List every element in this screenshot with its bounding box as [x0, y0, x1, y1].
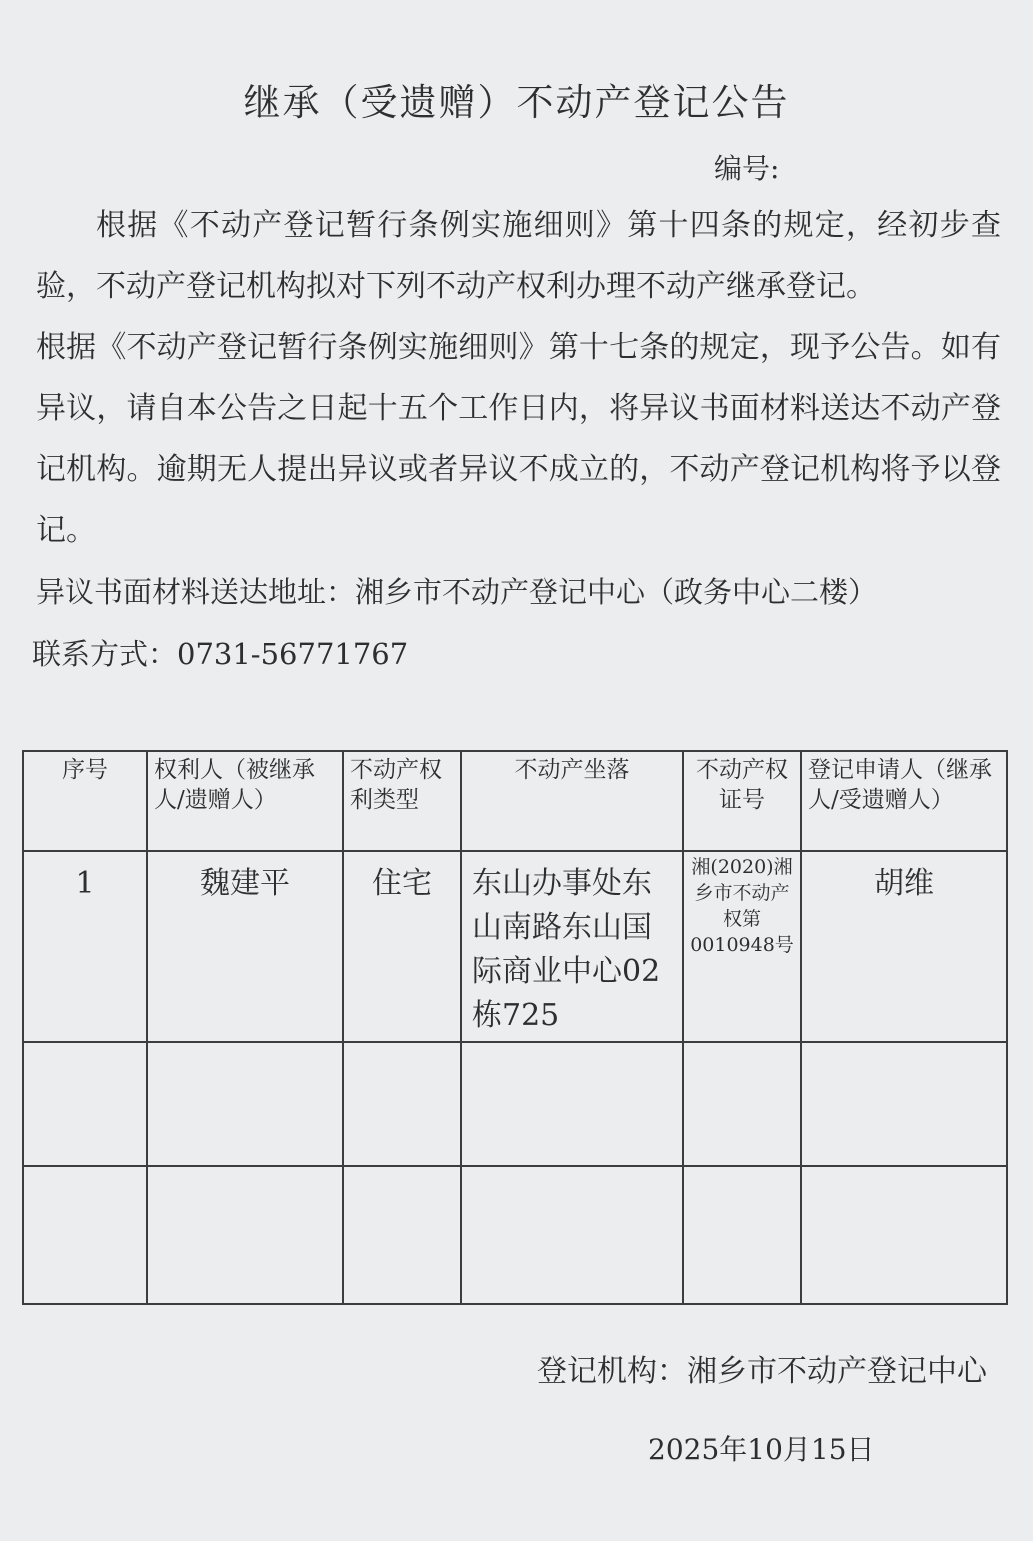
- cell-holder: 魏建平: [147, 851, 343, 1042]
- notice-paragraph-2: 根据《不动产登记暂行条例实施细则》第十七条的规定，现予公告。如有异议，请自本公告之日起十五个工作日内，将异议书面材料送达不动产登记机构。逾期无人提出异议或者异议不成立的，不动产登记机构将予以登记。: [36, 330, 1001, 548]
- notice-paragraph-1: 根据《不动产登记暂行条例实施细则》第十四条的规定，经初步查验，不动产登记机构拟对下列不动产权利办理不动产继承登记。: [36, 208, 1001, 304]
- cell-right-type: [343, 1166, 461, 1304]
- cell-seq: 1: [23, 851, 147, 1042]
- notice-date: 2025年10月15日: [648, 1433, 875, 1466]
- document-number-label: 编号:: [714, 152, 780, 185]
- header-seq: 序号: [23, 751, 147, 851]
- cell-holder: [147, 1166, 343, 1304]
- cell-applicant: 胡维: [801, 851, 1007, 1042]
- table-header-row: [23, 751, 1007, 851]
- table-row: [23, 1042, 1007, 1166]
- header-location: 不动产坐落: [461, 751, 683, 851]
- registration-organization: 登记机构：湘乡市不动产登记中心: [537, 1354, 987, 1389]
- table-row: [23, 851, 1007, 1042]
- objection-address: 异议书面材料送达地址：湘乡市不动产登记中心（政务中心二楼）: [36, 575, 878, 609]
- cell-right-type: 住宅: [343, 851, 461, 1042]
- cell-holder: [147, 1042, 343, 1166]
- contact-info: 联系方式：0731-56771767: [32, 637, 409, 671]
- cell-cert-no: [683, 1042, 801, 1166]
- page-title: 继承（受遗赠）不动产登记公告: [243, 81, 790, 124]
- header-holder: 权利人（被继承人/遗赠人）: [147, 751, 343, 851]
- cell-right-type: [343, 1042, 461, 1166]
- cell-seq: [23, 1042, 147, 1166]
- cell-seq: [23, 1166, 147, 1304]
- header-right-type: 不动产权利类型: [343, 751, 461, 851]
- cell-applicant: [801, 1166, 1007, 1304]
- cell-location: [461, 1166, 683, 1304]
- cell-location: 东山办事处东山南路东山国际商业中心02栋725: [461, 851, 683, 1042]
- cell-applicant: [801, 1042, 1007, 1166]
- notice-body: [36, 195, 1001, 561]
- cell-location: [461, 1042, 683, 1166]
- registration-table: [22, 750, 1008, 1305]
- table-row: [23, 1166, 1007, 1304]
- header-cert-no: 不动产权证号: [683, 751, 801, 851]
- header-applicant: 登记申请人（继承人/受遗赠人）: [801, 751, 1007, 851]
- cell-cert-no: 湘(2020)湘乡市不动产权第0010948号: [683, 851, 801, 1042]
- cell-cert-no: [683, 1166, 801, 1304]
